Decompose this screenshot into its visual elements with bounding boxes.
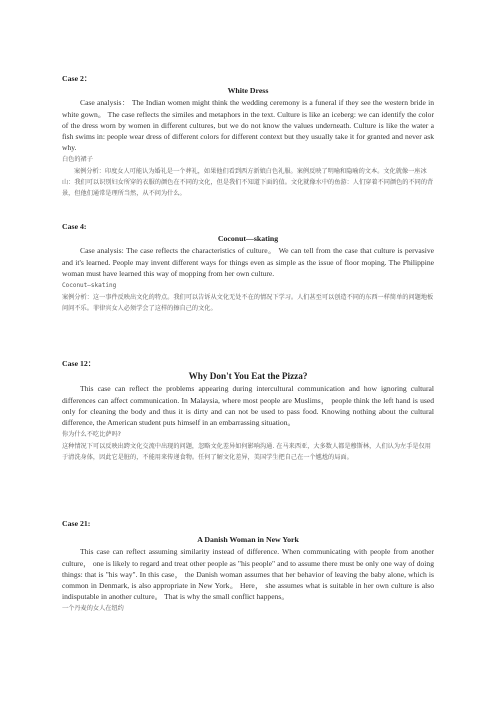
case-2-zh-title: 白色的裙子 [62, 156, 93, 164]
case-4-zh-title: Coconut—skating [62, 282, 117, 290]
case-12-zh-analysis: 这种情况下可以反映出跨文化交流中出现的问题，忽略文化差异如何影响沟通. 在马来西亚，大多数人都是穆斯林，人们认为左手是仅用于清洗身体，因此它是脏的，不能用来传递食物。任何了解文化差异，美国学生把自己在一个尴尬的局面。 [62, 443, 431, 462]
case-21-zh-title: 一个丹麦的女人在纽约 [62, 605, 124, 613]
case-12-analysis: This case can reflect the problems appearing during intercultural communication and how ignoring cultural differences can affect communication. In Malaysia, where most people are Muslims， people think the left hand is used only for cleaning the body and thus it is dirty and can not be used to pass food. Knowing nothing about the cultural difference, the American student puts himself in an embarrassing situation。 [62, 384, 434, 428]
case-21-analysis: This case can reflect assuming similarity instead of difference. When communicating with people from another culture， one is likely to regard and treat other people as "his people" and to assume there must be only one way of doing things: that is "his way". In this case， the Danish woman assumes that her behavior of leaving the baby alone, which is common in Denmark, is also appropriate in New York。 Here， she assumes what is suitable in her own culture is also indisputable in another culture。 That is why the small conflict happens。 [62, 547, 434, 602]
case-2-zh-analysis: 案例分析：印度女人可能认为婚礼是一个葬礼，如果他们看到西方新娘白色礼服。案例反映了明喻和隐喻的文本。文化就像一座冰山：我们可以识别妇女所穿的衣服的颜色在不同的文化，但是我们不知道下面的值。文化就像水中的鱼游：人们穿着不同颜色的不同的背景，但他们通常是理所当然，从不问为什么。 [62, 168, 434, 198]
case-12-section [62, 358, 434, 463]
case-2-analysis: Case analysis： The Indian women might think the wedding ceremony is a funeral if they see the western bride in white gown。 The case reflects the similes and metaphors in the text. Culture is like an iceberg: we can identify the color of the dress worn by women in different cultures, but we do not know the values underneath. Culture is like the water a fish swims in: people wear dress of different colors for different context but they usually take it for granted and never ask why. [62, 98, 434, 153]
case-2-heading: Case 2： [62, 74, 92, 83]
case-12-heading: Case 12： [62, 359, 96, 368]
case-21-title: A Danish Woman in New York [197, 535, 299, 545]
case-4-analysis: Case analysis: The case reflects the characteristics of culture。 We can tell from the case that culture is pervasive and it's learned. People may invent different ways for things even as simple as the issue of floor moping. The Philippine woman must have learned this way of mopping from her own culture. [62, 246, 434, 278]
case-4-title: Coconut—skating [217, 234, 279, 244]
case-4-heading: Case 4: [62, 222, 87, 231]
case-21-heading: Case 21: [62, 519, 91, 528]
case-12-title: Why Don't You Eat the Pizza? [188, 371, 308, 382]
case-2-title: White Dress [227, 86, 269, 96]
case-21-section [62, 518, 434, 614]
case-2-section [62, 73, 434, 199]
case-4-section [62, 221, 434, 314]
case-12-zh-title: 你为什么不吃比萨吗? [62, 431, 121, 439]
case-4-zh-analysis: 案例分析：这一事件反映出文化的特点。我们可以告诉从文化无处不在的情况下学习。人们甚至可以创造不同的东西一样简单的问题地板问问不乐。菲律宾女人必须学会了这样的擦自己的文化。 [62, 294, 434, 313]
